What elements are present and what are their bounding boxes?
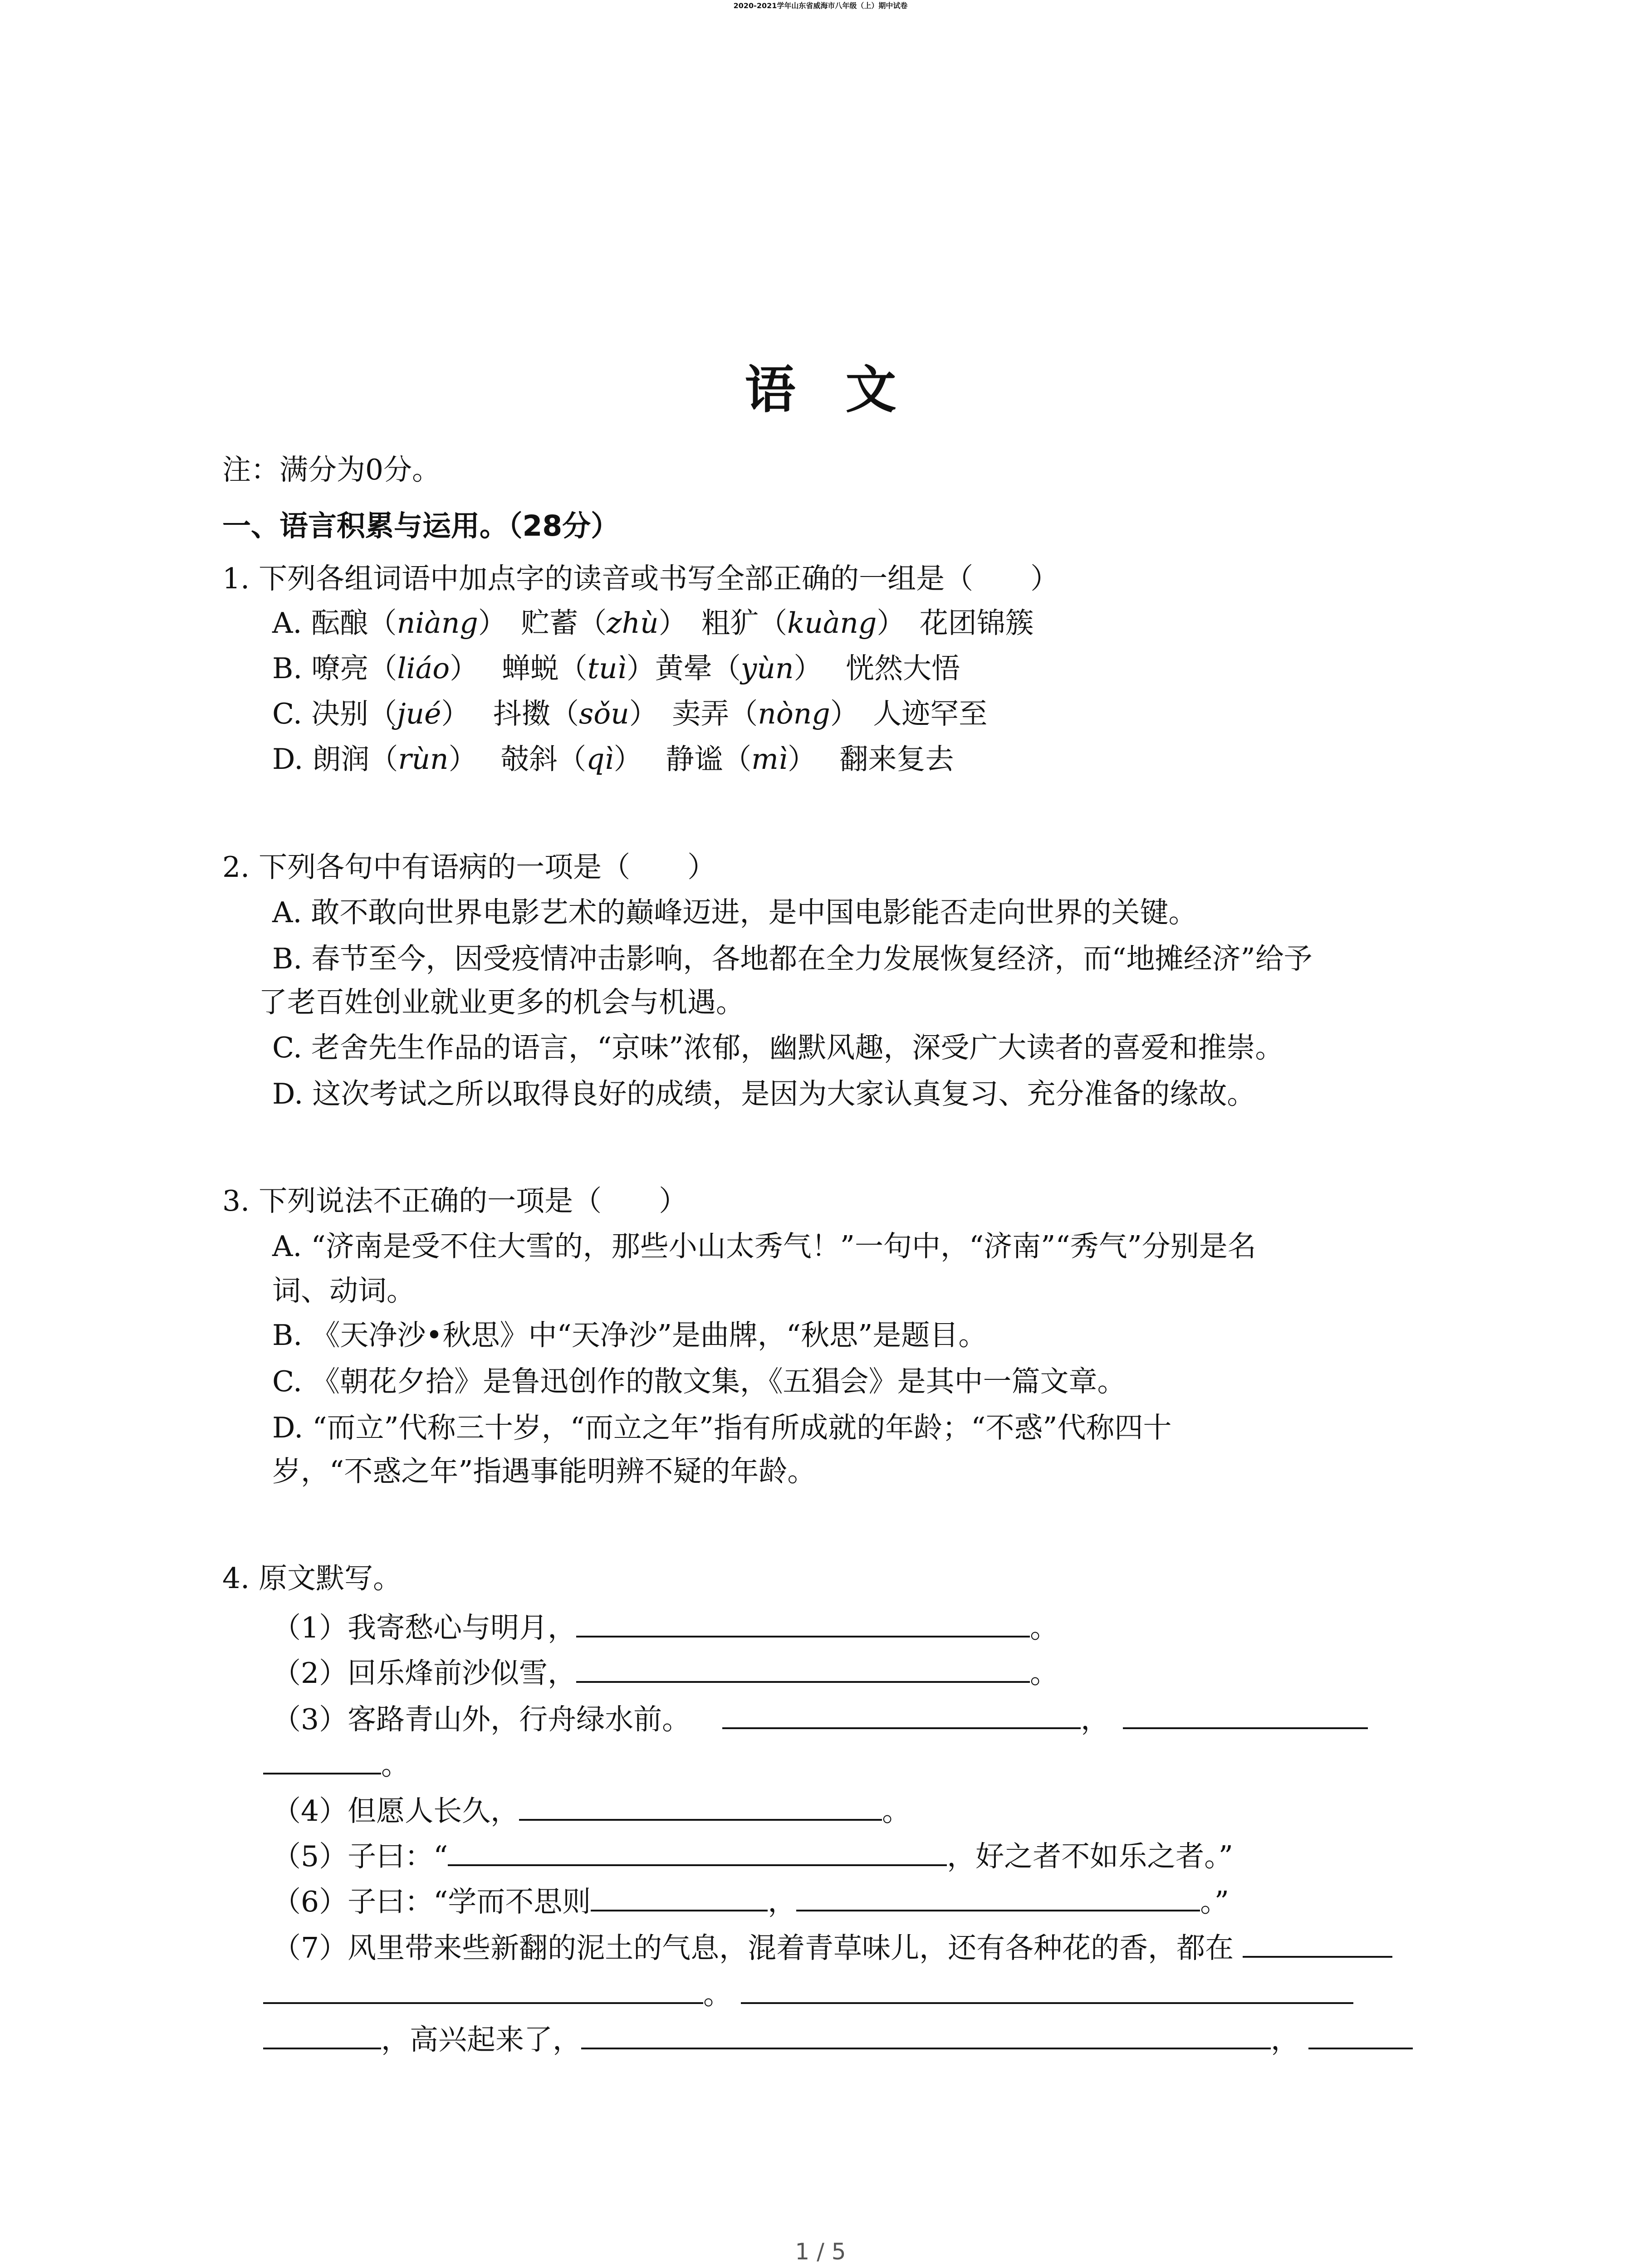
pinyin: tuì: [587, 652, 627, 685]
answer-blank[interactable]: [591, 1883, 768, 1911]
answer-blank[interactable]: [1308, 2021, 1413, 2049]
q3-stem: 3. 下列说法不正确的一项是（ ）: [222, 1184, 688, 1217]
item-label: （2）回乐烽前沙似雪，: [272, 1657, 577, 1690]
answer-blank[interactable]: [796, 1883, 1200, 1911]
word: ） 粗犷（: [658, 606, 788, 640]
word: ） 攲斜（: [448, 743, 587, 776]
answer-blank[interactable]: [581, 2021, 1271, 2049]
word: ） 蝉蜕（: [450, 652, 588, 685]
word: ） 恍然大悟: [794, 652, 960, 685]
item-label: （7）风里带来些新翻的泥土的气息，混着青草味儿，还有各种花的香，都在: [272, 1931, 1234, 1965]
q3-option-a-line1: A. “济南是受不住大雪的，那些小山太秀气！”一句中，“济南”“秀气”分别是名: [272, 1230, 1256, 1263]
pinyin: liáo: [397, 652, 450, 685]
q2-option-b-line2: 了老百姓创业就业更多的机会与机遇。: [259, 986, 745, 1019]
punct: 。: [1030, 1611, 1059, 1644]
pinyin: mì: [751, 743, 788, 776]
answer-blank[interactable]: [722, 1701, 1081, 1729]
word: 决别（: [311, 697, 397, 730]
q1-option-a: [272, 606, 1034, 640]
q4-item-2: [272, 1655, 1059, 1690]
answer-blank[interactable]: [1243, 1930, 1392, 1958]
q2-option-c: C. 老舍先生作品的语言，“京味”浓郁，幽默风趣，深受广大读者的喜爱和推崇。: [272, 1031, 1284, 1064]
pinyin: sǒu: [578, 697, 629, 730]
q4-item-7-cont2: [263, 2021, 1413, 2054]
q3-option-d-line2: 岁，“不惑之年”指遇事能明辨不疑的年龄。: [272, 1455, 816, 1488]
item-label: （1）我寄愁心与明月，: [272, 1611, 577, 1644]
item-label: （6）子曰：“学而不思则: [272, 1885, 591, 1918]
answer-blank[interactable]: [1123, 1701, 1368, 1729]
punct: ，: [768, 1885, 797, 1918]
q1-option-c: [272, 699, 987, 728]
exam-title: 2020-2021学年山东省威海市八年级（上）期中试卷: [733, 1, 908, 10]
pinyin: yùn: [740, 652, 794, 685]
q4-item-7: [272, 1930, 1392, 1965]
q4-item-4: [272, 1793, 911, 1828]
punct: 。”: [1200, 1885, 1230, 1918]
q3-option-d-line1: D. “而立”代称三十岁，“而立之年”指有所成就的年龄；“不惑”代称四十: [272, 1411, 1172, 1444]
section-heading: 一、语言积累与运用。（28分）: [222, 509, 620, 543]
q4-item-7-cont1: [263, 1976, 1353, 2009]
q1-option-b: [272, 654, 960, 683]
punct: 。: [1030, 1657, 1059, 1690]
word: ） 抖擞（: [441, 697, 579, 730]
punct: ，: [1271, 2023, 1299, 2056]
punct: ，: [1081, 1703, 1110, 1736]
option-letter: B.: [272, 652, 303, 685]
word: ） 静谧（: [613, 743, 752, 776]
answer-blank[interactable]: [576, 1655, 1030, 1683]
answer-blank[interactable]: [263, 1976, 703, 2004]
pinyin: niàng: [397, 606, 478, 640]
punct: ，好之者不如乐之者。”: [947, 1840, 1234, 1873]
pinyin: rùn: [398, 743, 449, 776]
answer-blank[interactable]: [576, 1609, 1030, 1637]
q2-option-a: A. 敢不敢向世界电影艺术的巅峰迈进，是中国电影能否走向世界的关键。: [272, 896, 1197, 929]
answer-blank[interactable]: [741, 1976, 1353, 2004]
punct: 。: [882, 1794, 911, 1828]
q3-option-b: B. 《天净沙•秋思》中“天净沙”是曲牌，“秋思”是题目。: [272, 1319, 987, 1352]
q4-item-5: [272, 1838, 1233, 1871]
page-number: 1 / 5: [795, 2239, 846, 2265]
word: ） 人迹罕至: [830, 697, 988, 730]
answer-blank[interactable]: [263, 1746, 381, 1774]
punct: 。: [703, 1978, 732, 2011]
punct: ，高兴起来了，: [381, 2023, 581, 2056]
pinyin: qì: [586, 743, 614, 776]
word: ） 贮蓄（: [478, 606, 607, 640]
word: 嘹亮（: [311, 652, 397, 685]
answer-blank[interactable]: [519, 1793, 882, 1821]
item-label: （4）但愿人长久，: [272, 1794, 519, 1828]
option-letter: C.: [272, 697, 302, 730]
q4-stem: 4. 原文默写。: [222, 1562, 402, 1595]
word: 朗润（: [312, 743, 398, 776]
pinyin: zhù: [607, 606, 659, 640]
pinyin: jué: [397, 697, 441, 730]
q4-item-1: [272, 1609, 1058, 1642]
pinyin: nòng: [758, 697, 830, 730]
q2-option-d: D. 这次考试之所以取得良好的成绩，是因为大家认真复习、充分准备的缘故。: [272, 1077, 1256, 1110]
q3-option-a-line2: 词、动词。: [272, 1274, 415, 1307]
q4-item-3-cont: [263, 1746, 410, 1779]
punct: 。: [381, 1748, 410, 1781]
pinyin: kuàng: [787, 606, 877, 640]
word: ） 花团锦簇: [877, 606, 1034, 640]
q1-option-d: [272, 743, 954, 776]
q3-option-c: C. 《朝花夕拾》是鲁迅创作的散文集，《五猖会》是其中一篇文章。: [272, 1365, 1126, 1398]
word: ）黄晕（: [626, 652, 741, 685]
q2-option-b-line1: B. 春节至今，因受疫情冲击影响，各地都在全力发展恢复经济，而“地摊经济”给予: [272, 942, 1313, 975]
answer-blank[interactable]: [263, 2021, 381, 2049]
word: ） 卖弄（: [629, 697, 758, 730]
item-label: （3）客路青山外，行舟绿水前。: [272, 1703, 691, 1736]
subject-title: 语文: [745, 361, 946, 420]
answer-blank[interactable]: [448, 1838, 947, 1866]
q4-item-6: [272, 1883, 1229, 1916]
option-letter: D.: [272, 743, 304, 776]
word: ） 翻来复去: [788, 743, 954, 776]
score-note: 注：满分为0分。: [222, 453, 441, 486]
q2-stem: 2. 下列各句中有语病的一项是（ ）: [222, 850, 716, 884]
q1-stem: 1. 下列各组词语中加点字的读音或书写全部正确的一组是（ ）: [222, 562, 1059, 595]
word: 酝酿（: [311, 606, 397, 640]
q4-item-3: [272, 1701, 1368, 1734]
item-label: （5）子曰：“: [272, 1840, 448, 1873]
option-letter: A.: [272, 606, 302, 640]
